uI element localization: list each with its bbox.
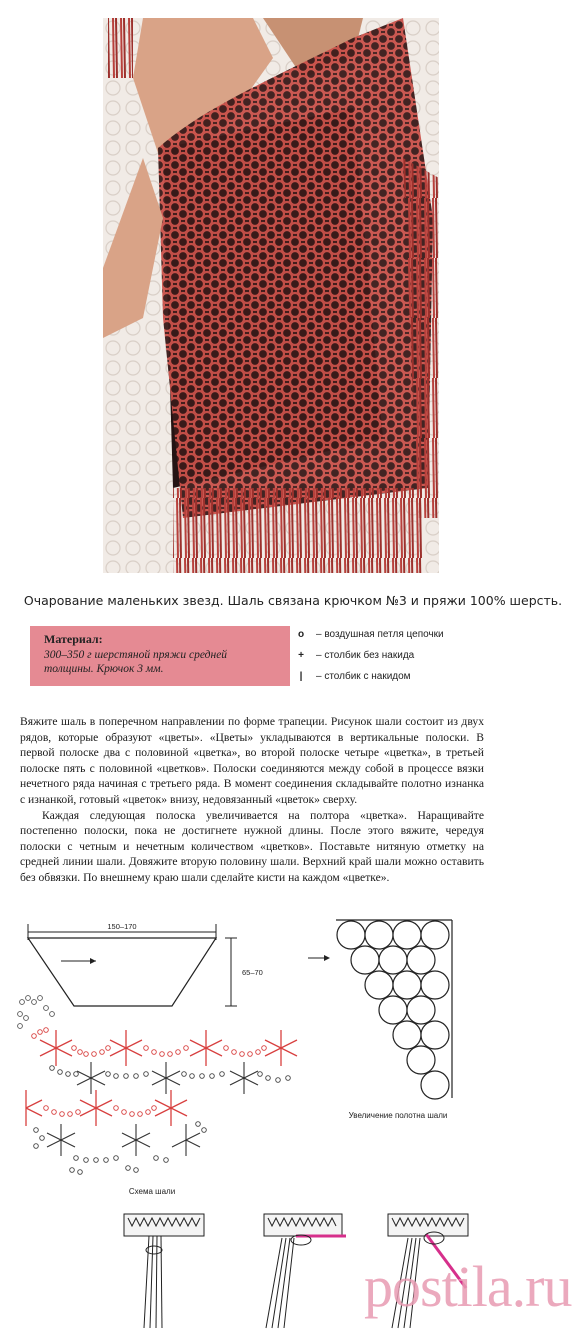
scheme-label: Схема шали: [128, 1187, 176, 1196]
paragraph: Каждая следующая полоска увеличивается на полтора «цветка». Наращивайте постепенно полоски, пока не достигнете нужной длины. После этого вяжите, чередуя полоски с четным и нечетным количеством «цветков». Поставьте нитяную отметку на средней линии шали. Довяжите вторую половину шали. Верхний край шали можно оставить без обвязки. По внешнему краю шали сделайте кисти на каждом «цветке».: [20, 808, 484, 884]
legend-label: – столбик без накида: [316, 650, 415, 661]
trapezoid-diagram: [28, 924, 237, 1006]
crochet-chart: [18, 996, 297, 1175]
legend-row-chain: [286, 624, 444, 645]
fringe-step-1: [124, 1214, 204, 1328]
bar-symbol-icon: |: [299, 671, 303, 682]
symbol-legend: [286, 624, 444, 687]
legend-row-single: [286, 645, 444, 666]
legend-label: – столбик с накидом: [316, 671, 411, 682]
legend-label: – воздушная петля цепочки: [316, 629, 444, 640]
instructions-text: [20, 714, 484, 886]
photo-caption: Очарование маленьких звезд. Шаль связана крючком №3 и пряжи 100% шерсть.: [23, 593, 563, 608]
legend-row-double: [286, 666, 444, 687]
material-text: 300–350 г шерстяной пряжи средней толщины. Крючок 3 мм.: [44, 649, 228, 675]
side-dimension: 65–70: [242, 968, 263, 977]
increase-label: Увеличение полотна шали: [348, 1111, 448, 1120]
increase-diagram: [336, 920, 452, 1099]
material-title: Материал:: [44, 632, 103, 646]
pattern-page: [16, 618, 486, 1330]
chain-symbol-icon: o: [297, 629, 305, 640]
top-dimension: 150–170: [107, 922, 137, 931]
watermark-logo: postila.ru: [364, 1254, 572, 1319]
material-box: [30, 626, 290, 686]
paragraph: Вяжите шаль в поперечном направлении по форме трапеции. Рисунок шали состоит из двух рядов, которые образуют «цветы». «Цветы» укладываются в вертикальные полоски. В первой полоске два с половиной «цветка», во второй полоске четыре «цветка», в третьей полоске пять с половиной «цветков». Полоски соединяются между собой в процессе вязки нечетного ряда начиная с третьего ряда. В момент соединения складывайте полотно изнанка с изнанкой, готовый «цветок» внизу, недовязанный «цветок» сверху.: [20, 715, 484, 806]
plus-symbol-icon: +: [298, 650, 304, 661]
fringe-step-2: [264, 1214, 346, 1328]
shawl-photo: [103, 18, 439, 573]
